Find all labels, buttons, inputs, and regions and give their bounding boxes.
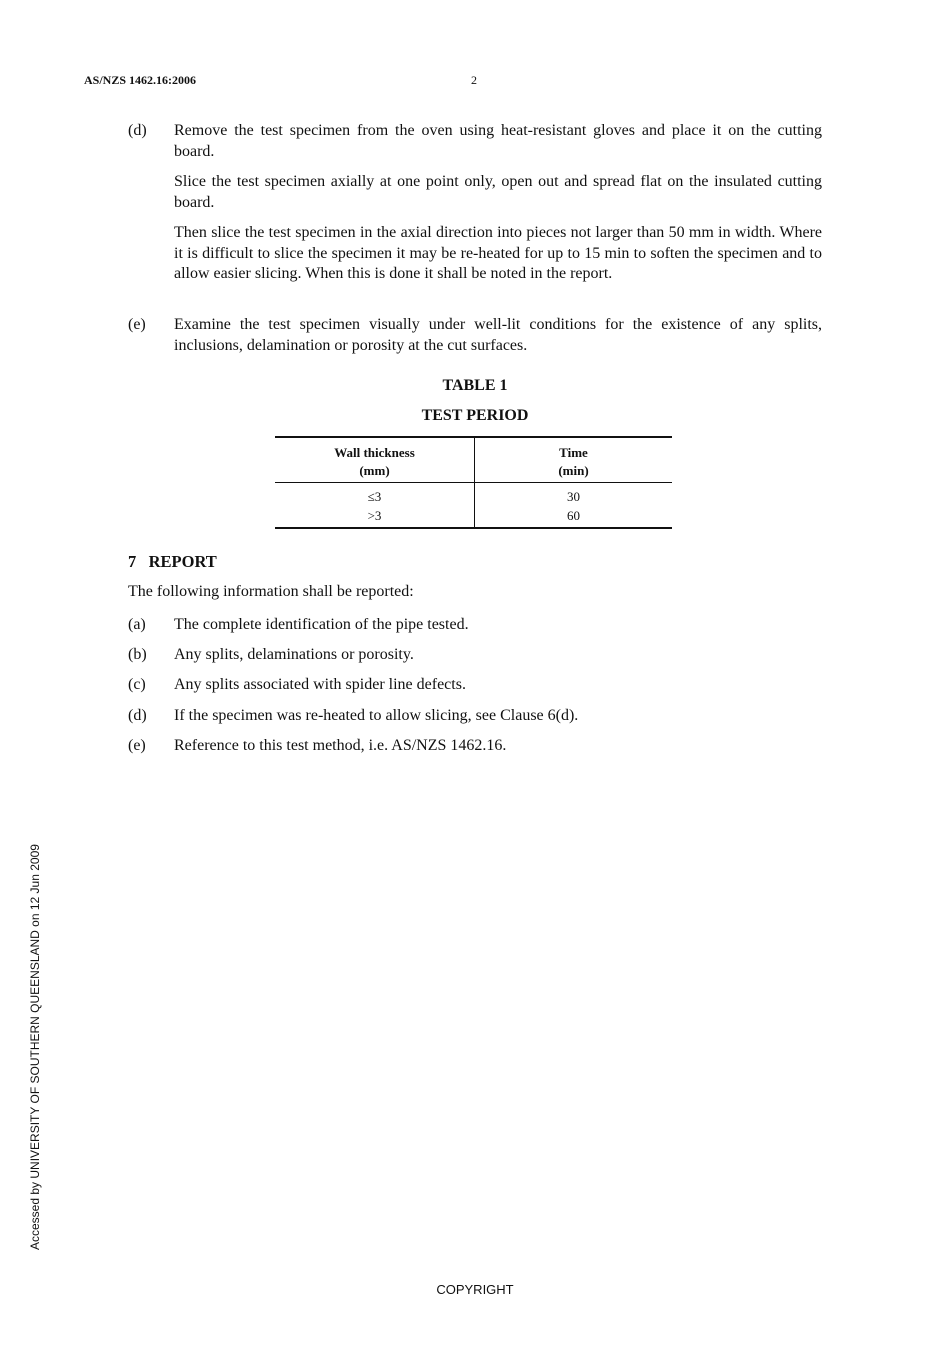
table-title: TEST PERIOD (421, 407, 529, 424)
report-item-d (128, 706, 822, 727)
column-header-time: Time (min) (558, 445, 589, 478)
section-heading-report: 7 REPORT (128, 552, 217, 571)
report-intro: The following information shall be reported: (128, 583, 414, 600)
report-item-b (128, 645, 822, 666)
table-cell: 30 (567, 489, 580, 504)
paragraph: Remove the test specimen from the oven using heat-resistant gloves and place it on the cutting board. (174, 122, 822, 160)
item-label: (c) (128, 676, 146, 693)
item-text: Any splits, delaminations or porosity. (174, 646, 414, 663)
item-text: If the specimen was re-heated to allow slicing, see Clause 6(d). (174, 707, 579, 724)
table-cell: 60 (567, 508, 580, 523)
column-header-wall-thickness: Wall thickness (mm) (334, 445, 415, 478)
item-label: (b) (128, 646, 147, 663)
report-item-a (128, 615, 822, 636)
paragraph: Then slice the test specimen in the axial direction into pieces not larger than 50 mm in width. Where it is difficult to slice the specimen it may be re-heated for up to 15 min to soften the specimen and to allow easier slicing. When this is done it shall be noted in the report. (174, 224, 822, 282)
table-cell: ≤3 (367, 489, 382, 504)
item-label: (e) (128, 737, 146, 754)
item-text: Any splits associated with spider line defects. (174, 676, 466, 693)
page-number: 2 (471, 73, 477, 87)
paragraph: Examine the test specimen visually under well-lit conditions for the existence of any splits, inclusions, delamination or porosity at the cut surfaces. (174, 316, 822, 354)
report-item-c (128, 675, 822, 696)
item-text: The complete identification of the pipe tested. (174, 616, 469, 633)
access-notice: Accessed by UNIVERSITY OF SOUTHERN QUEENSLAND on 12 Jun 2009 (28, 844, 42, 1250)
item-label: (d) (128, 707, 147, 724)
item-label: (d) (128, 122, 147, 139)
test-period-table (275, 436, 672, 529)
item-label: (a) (128, 616, 146, 633)
table-number: TABLE 1 (442, 377, 508, 394)
standard-code: AS/NZS 1462.16:2006 (84, 73, 197, 87)
copyright-footer: COPYRIGHT (436, 1282, 514, 1297)
report-item-e (128, 736, 822, 757)
item-label: (e) (128, 316, 146, 333)
paragraph: Slice the test specimen axially at one point only, open out and spread flat on the insulated cutting board. (174, 173, 822, 211)
item-text: Reference to this test method, i.e. AS/NZS 1462.16. (174, 737, 507, 754)
procedure-item-e (128, 315, 822, 356)
procedure-item-d (128, 121, 822, 285)
table-cell: >3 (367, 508, 382, 523)
